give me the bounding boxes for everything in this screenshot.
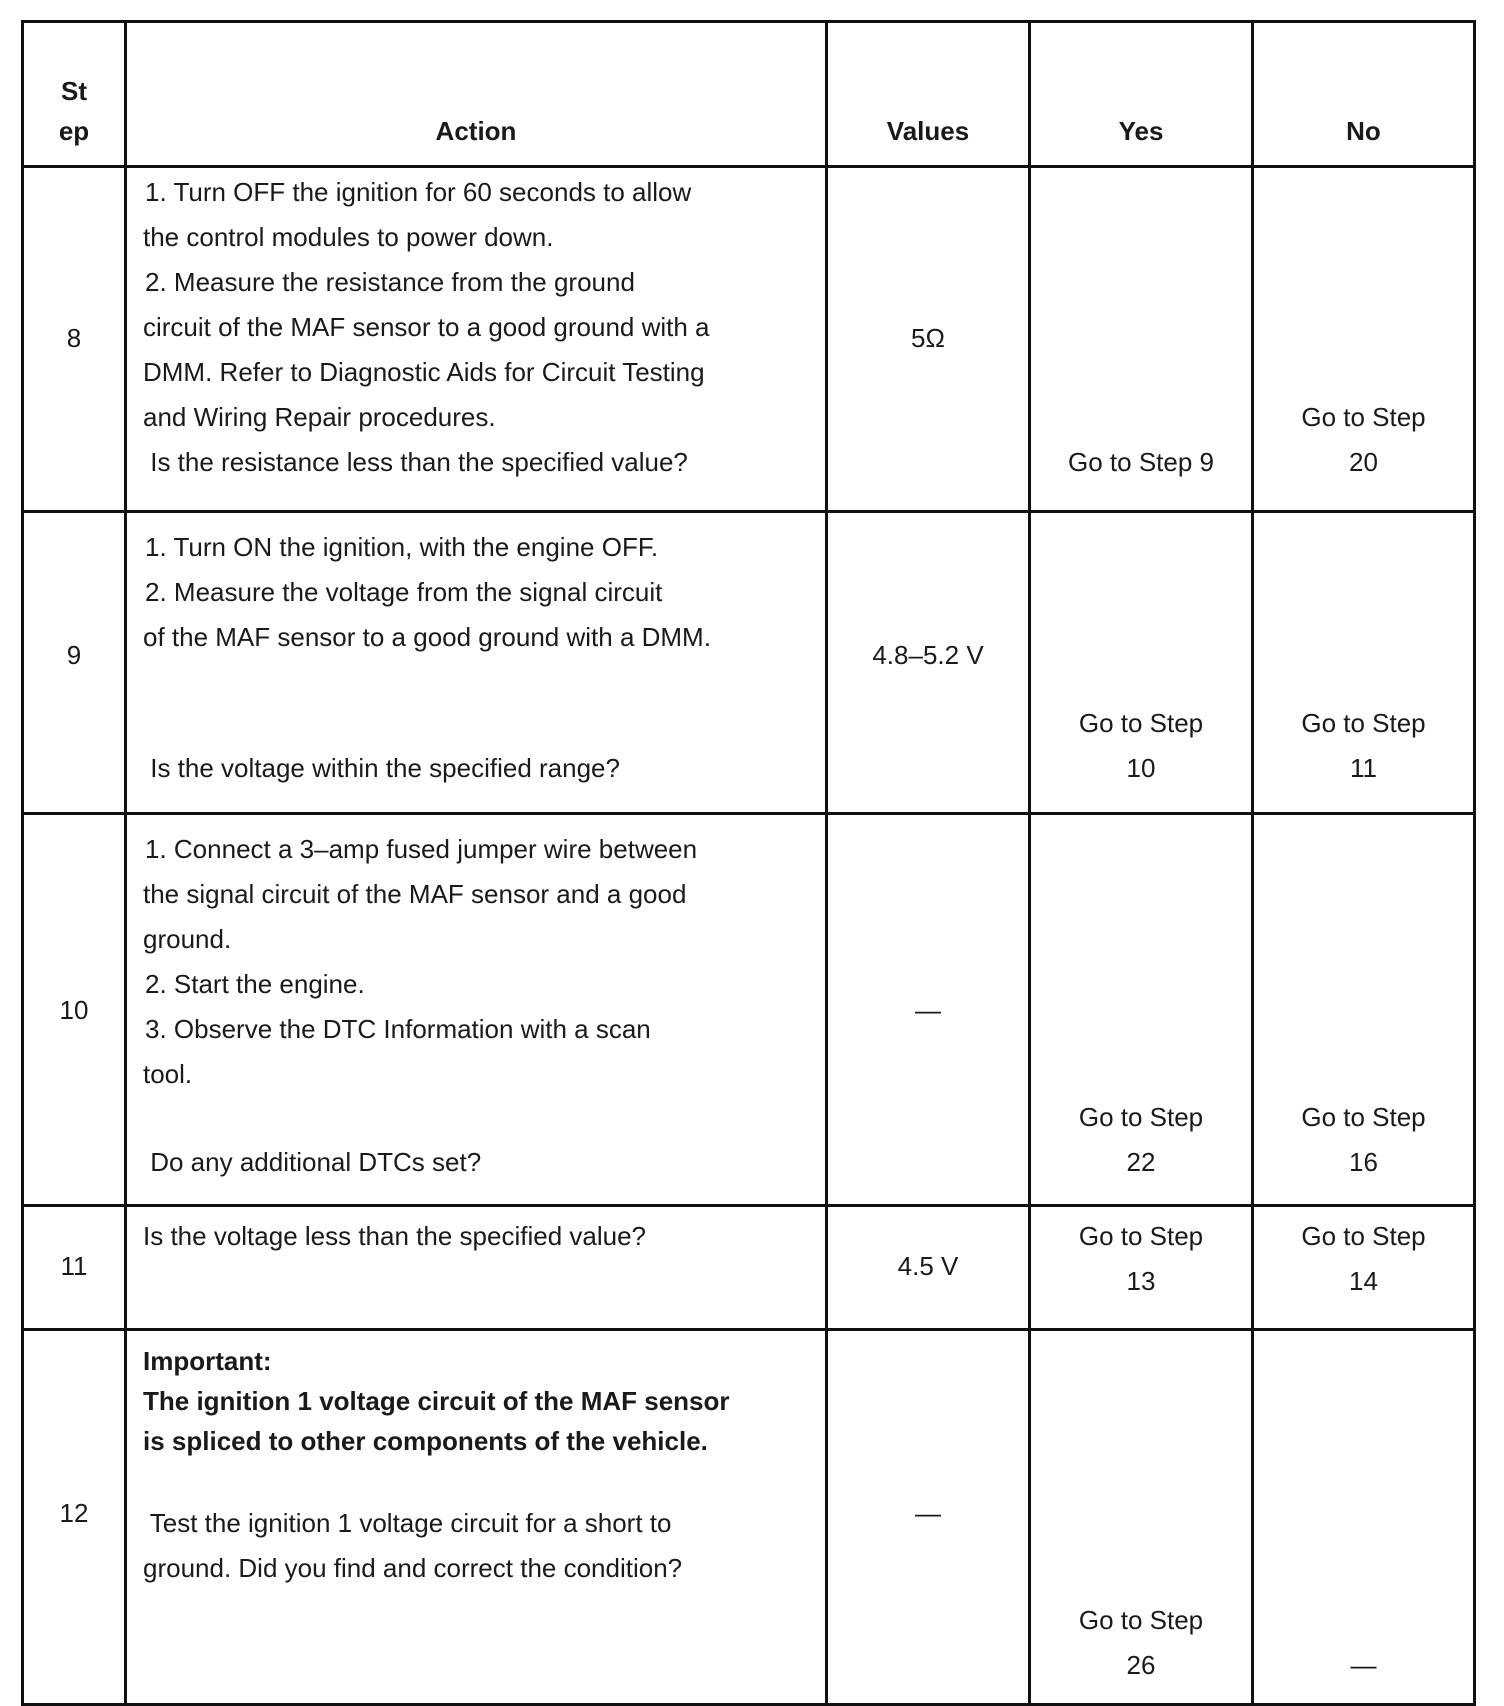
table-header-row <box>23 22 1475 167</box>
important-note: The ignition 1 voltage circuit of the MAF sensor <box>143 1386 730 1416</box>
yes-cell: Go to Step 9 <box>1030 167 1253 512</box>
table-row <box>23 1330 1475 1705</box>
header-step <box>23 22 126 167</box>
action-cell: Is the voltage less than the specified value? <box>126 1206 827 1330</box>
table-row <box>23 1206 1475 1330</box>
header-action: Action <box>126 22 827 167</box>
action-cell: 1. Connect a 3–amp fused jumper wire between the signal circuit of the MAF sensor and a good ground. 2. Start the engine. 3. Observe the DTC Information with a scan tool. Do any additional DTCs set? <box>126 814 827 1206</box>
header-step-line2: ep <box>58 116 90 146</box>
values-cell: — <box>827 814 1030 1206</box>
action-cell: 1. Turn ON the ignition, with the engine OFF. 2. Measure the voltage from the signal circuit of the MAF sensor to a good ground with a DMM. Is the voltage within the specified range? <box>126 512 827 814</box>
yes-cell: Go to Step 10 <box>1030 512 1253 814</box>
important-note: is spliced to other components of the vehicle. <box>143 1426 708 1456</box>
no-cell: — <box>1253 1330 1475 1705</box>
no-cell: Go to Step 14 <box>1253 1206 1475 1330</box>
table-row <box>23 814 1475 1206</box>
table-row <box>23 512 1475 814</box>
values-cell: 4.5 V <box>827 1206 1030 1330</box>
step-cell: 9 <box>23 512 126 814</box>
action-cell: Important: The ignition 1 voltage circuit of the MAF sensor is spliced to other components of the vehicle. Test the ignition 1 voltage circuit for a short to ground. Did you find and correct the condition? <box>126 1330 827 1705</box>
yes-cell: Go to Step 22 <box>1030 814 1253 1206</box>
step-cell: 12 <box>23 1330 126 1705</box>
no-cell: Go to Step 16 <box>1253 814 1475 1206</box>
important-title: Important: <box>143 1346 272 1376</box>
table-row <box>23 167 1475 512</box>
action-cell: 1. Turn OFF the ignition for 60 seconds to allow the control modules to power down. 2. Measure the resistance from the ground circuit of the MAF sensor to a good ground with a DMM. Refer to Diagnostic Aids for Circuit Testing and Wiring Repair procedures. Is the resistance less than the specified value? <box>126 167 827 512</box>
values-cell: 5Ω <box>827 167 1030 512</box>
step-cell: 11 <box>23 1206 126 1330</box>
step-cell: 10 <box>23 814 126 1206</box>
header-yes: Yes <box>1030 22 1253 167</box>
yes-cell: Go to Step 13 <box>1030 1206 1253 1330</box>
header-no: No <box>1253 22 1475 167</box>
values-cell: 4.8–5.2 V <box>827 512 1030 814</box>
values-cell: — <box>827 1330 1030 1705</box>
no-cell: Go to Step 20 <box>1253 167 1475 512</box>
diagnostic-table <box>21 20 1476 1706</box>
step-cell: 8 <box>23 167 126 512</box>
header-values: Values <box>827 22 1030 167</box>
yes-cell: Go to Step 26 <box>1030 1330 1253 1705</box>
header-step-line1: St <box>61 76 87 106</box>
no-cell: Go to Step 11 <box>1253 512 1475 814</box>
